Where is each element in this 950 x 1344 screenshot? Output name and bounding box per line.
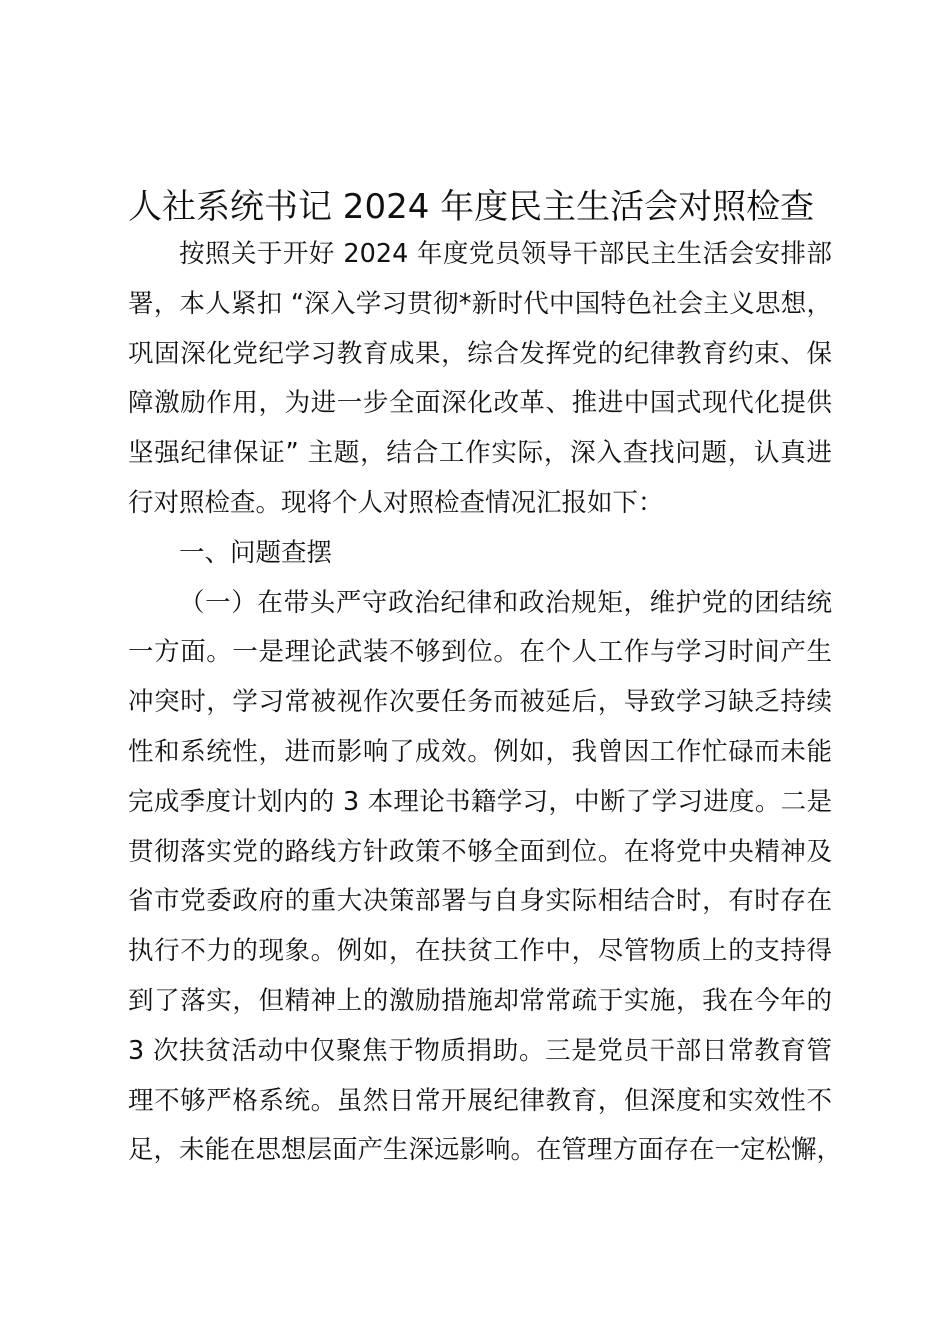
paragraph-line: 性和系统性，进而影响了成效。例如，我曾因工作忙碌而未能 <box>128 736 832 767</box>
paragraph-line: 省市党委政府的重大决策部署与自身实际相结合时，有时存在 <box>128 886 832 917</box>
paragraph-line: 理不够严格系统。虽然日常开展纪律教育，但深度和实效性不 <box>128 1085 832 1116</box>
paragraph-line: 足，未能在思想层面产生深远影响。在管理方面存在一定松懈， <box>128 1135 843 1166</box>
document-body <box>128 230 843 1176</box>
paragraph-line: 贯彻落实党的路线方针政策不够全面到位。在将党中央精神及 <box>128 836 832 867</box>
paragraph-line: 署，本人紧扣 “深入学习贯彻*新时代中国特色社会主义思想， <box>128 288 832 319</box>
paragraph-line: 完成季度计划内的 3 本理论书籍学习，中断了学习进度。二是 <box>128 786 832 817</box>
paragraph-line: （一）在带头严守政治纪律和政治规矩，维护党的团结统 <box>179 587 832 618</box>
paragraph-line: 冲突时，学习常被视作次要任务而被延后，导致学习缺乏持续 <box>128 687 832 718</box>
paragraph-line: 障激励作用，为进一步全面深化改革、推进中国式现代化提供 <box>128 388 832 419</box>
paragraph-line: 行对照检查。现将个人对照检查情况汇报如下： <box>128 487 664 518</box>
paragraph-line: 巩固深化党纪学习教育成果，综合发挥党的纪律教育约束、保 <box>128 338 832 369</box>
paragraph-line: 3 次扶贫活动中仅聚焦于物质捐助。三是党员干部日常教育管 <box>128 1035 832 1066</box>
paragraph-line: 坚强纪律保证” 主题，结合工作实际，深入查找问题，认真进 <box>128 438 832 469</box>
paragraph-line: 一方面。一是理论武装不够到位。在个人工作与学习时间产生 <box>128 637 832 668</box>
paragraph-line: 执行不力的现象。例如，在扶贫工作中，尽管物质上的支持得 <box>128 936 832 967</box>
paragraph-line: 到了落实，但精神上的激励措施却常常疏于实施，我在今年的 <box>128 985 832 1016</box>
document-title: 人社系统书记 2024 年度民主生活会对照检查 <box>128 187 815 227</box>
paragraph-line: 按照关于开好 2024 年度党员领导干部民主生活会安排部 <box>179 239 832 269</box>
section-heading: 一、问题查摆 <box>179 537 333 568</box>
